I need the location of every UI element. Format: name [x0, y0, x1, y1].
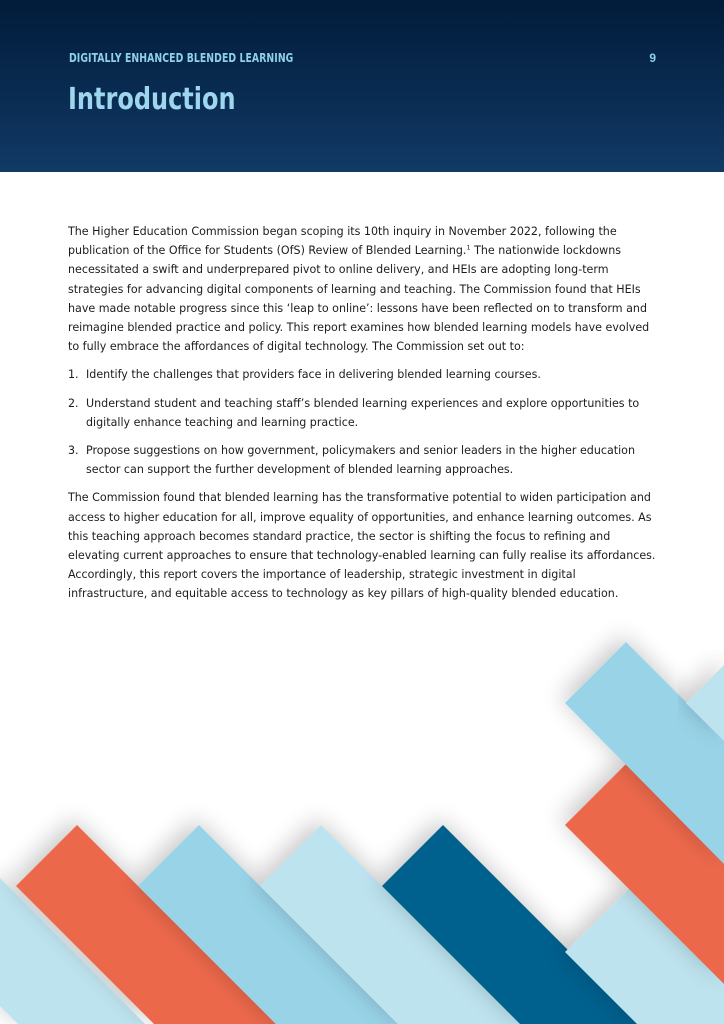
list-item-text: Understand student and teaching staff’s blended learning experiences and explore opportunities to digitally enhance teaching and learning practice. [86, 396, 640, 429]
list-item [68, 441, 658, 479]
list-number: 3. [68, 444, 79, 458]
stripe-shape [565, 888, 724, 1024]
stripe-shape [686, 665, 724, 741]
conclusion-paragraph: The Commission found that blended learning has the transformative potential to widen participation and access to higher education for all, improve equality of opportunities, and enhance learning outcomes. As this teaching approach becomes standard practice, the sector is shifting the focus to refining and elevating current approaches to ensure that technology-enabled learning can fully realise its affordances. Accordingly, this report covers the importance of leadership, strategic investment in digital infrastructure, and equitable access to technology as key pillars of high-quality blended education. [68, 491, 656, 601]
stripe-shape [16, 825, 276, 1024]
list-number: 2. [68, 396, 79, 410]
list-item [68, 394, 658, 432]
stripe-shape [0, 878, 145, 1024]
running-title: DIGITALLY ENHANCED BLENDED LEARNING [69, 51, 294, 65]
footnote-marker[interactable]: 1 [466, 243, 471, 252]
intro-text-continued: The nationwide lockdowns necessitated a swift and underprepared pivot to online delivery, and HEIs are adopting long-term strategies for advancing digital components of learning and teaching. The Commission found that HEIs have made notable progress since this ‘leap to online’: lessons have been reflected on to transform and reimagine blended practice and policy. This report examines how blended learning models have evolved to fully embrace the affordances of digital technology. The Commission set out to: [68, 244, 650, 354]
header-banner [0, 0, 724, 172]
stripe-shape [565, 763, 724, 984]
stripe-shape [138, 825, 398, 1024]
intro-text: The Higher Education Commission began scoping its 10th inquiry in November 2022, following the publication of the Office for Students (OfS) Review of Blended Learning. [68, 225, 617, 258]
intro-paragraph [68, 222, 658, 356]
list-number: 1. [68, 368, 79, 382]
page-title: Introduction [68, 82, 236, 117]
stripe-shape [565, 642, 724, 864]
aims-list [68, 365, 658, 479]
stripe-shape [260, 825, 520, 1024]
list-item-text: Propose suggestions on how government, policymakers and senior leaders in the higher education sector can support the further development of blended learning approaches. [86, 444, 635, 477]
list-item-text: Identify the challenges that providers face in delivering blended learning courses. [86, 368, 541, 382]
list-item [68, 365, 658, 384]
body-text [68, 222, 658, 613]
stripe-shape [382, 825, 642, 1024]
page-number: 9 [649, 51, 656, 65]
